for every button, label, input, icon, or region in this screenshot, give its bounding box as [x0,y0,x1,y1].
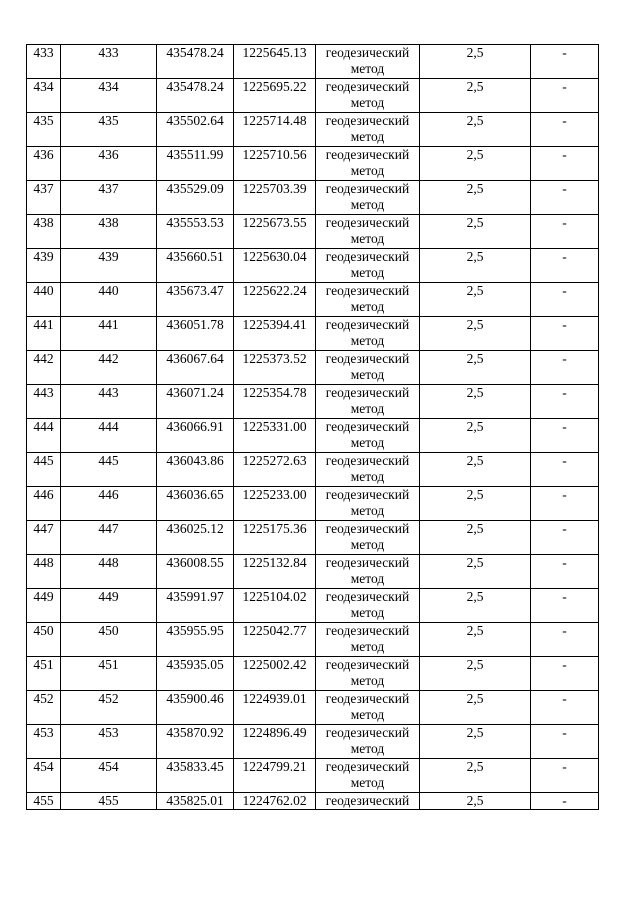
accuracy-cell: 2,5 [420,317,531,351]
y-coordinate-cell: 1225002.42 [234,657,316,691]
point-number-cell: 435 [27,113,61,147]
x-coordinate-cell: 435900.46 [157,691,234,725]
accuracy-cell: 2,5 [420,487,531,521]
point-number-2-cell: 438 [61,215,157,249]
note-cell: - [531,45,599,79]
point-number-cell: 438 [27,215,61,249]
accuracy-cell: 2,5 [420,453,531,487]
table-row [27,147,599,181]
point-number-cell: 449 [27,589,61,623]
accuracy-cell: 2,5 [420,555,531,589]
method-cell: геодезический метод [316,317,420,351]
x-coordinate-cell: 435502.64 [157,113,234,147]
table-row [27,453,599,487]
note-cell: - [531,317,599,351]
method-cell: геодезический метод [316,453,420,487]
table-row [27,249,599,283]
note-cell: - [531,181,599,215]
point-number-cell: 440 [27,283,61,317]
y-coordinate-cell: 1225714.48 [234,113,316,147]
note-cell: - [531,623,599,657]
x-coordinate-cell: 435478.24 [157,45,234,79]
method-cell: геодезический метод [316,113,420,147]
point-number-2-cell: 454 [61,759,157,793]
method-cell: геодезический [316,793,420,810]
point-number-cell: 445 [27,453,61,487]
method-cell: геодезический метод [316,385,420,419]
y-coordinate-cell: 1225645.13 [234,45,316,79]
point-number-2-cell: 439 [61,249,157,283]
y-coordinate-cell: 1225673.55 [234,215,316,249]
y-coordinate-cell: 1224896.49 [234,725,316,759]
method-cell: геодезический метод [316,555,420,589]
method-cell: геодезический метод [316,623,420,657]
accuracy-cell: 2,5 [420,419,531,453]
point-number-cell: 436 [27,147,61,181]
point-number-2-cell: 445 [61,453,157,487]
point-number-2-cell: 443 [61,385,157,419]
note-cell: - [531,215,599,249]
method-cell: геодезический метод [316,521,420,555]
method-cell: геодезический метод [316,249,420,283]
table-body [27,45,599,810]
method-cell: геодезический метод [316,419,420,453]
note-cell: - [531,691,599,725]
x-coordinate-cell: 435935.05 [157,657,234,691]
point-number-cell: 452 [27,691,61,725]
table-row [27,317,599,351]
point-number-cell: 433 [27,45,61,79]
accuracy-cell: 2,5 [420,521,531,555]
y-coordinate-cell: 1225132.84 [234,555,316,589]
point-number-2-cell: 436 [61,147,157,181]
accuracy-cell: 2,5 [420,181,531,215]
accuracy-cell: 2,5 [420,45,531,79]
note-cell: - [531,147,599,181]
table-row [27,725,599,759]
method-cell: геодезический метод [316,45,420,79]
accuracy-cell: 2,5 [420,215,531,249]
note-cell: - [531,249,599,283]
x-coordinate-cell: 435825.01 [157,793,234,810]
method-cell: геодезический метод [316,725,420,759]
point-number-2-cell: 446 [61,487,157,521]
method-cell: геодезический метод [316,181,420,215]
point-number-2-cell: 435 [61,113,157,147]
table-row [27,759,599,793]
note-cell: - [531,419,599,453]
table-row [27,555,599,589]
method-cell: геодезический метод [316,759,420,793]
table-row [27,793,599,810]
table-row [27,385,599,419]
point-number-2-cell: 441 [61,317,157,351]
point-number-2-cell: 433 [61,45,157,79]
table-row [27,181,599,215]
point-number-2-cell: 437 [61,181,157,215]
note-cell: - [531,79,599,113]
point-number-cell: 451 [27,657,61,691]
y-coordinate-cell: 1225233.00 [234,487,316,521]
table-row [27,487,599,521]
x-coordinate-cell: 435870.92 [157,725,234,759]
method-cell: геодезический метод [316,351,420,385]
accuracy-cell: 2,5 [420,249,531,283]
x-coordinate-cell: 435529.09 [157,181,234,215]
accuracy-cell: 2,5 [420,623,531,657]
x-coordinate-cell: 436051.78 [157,317,234,351]
point-number-cell: 439 [27,249,61,283]
coordinates-table [26,44,599,810]
point-number-cell: 454 [27,759,61,793]
x-coordinate-cell: 436067.64 [157,351,234,385]
y-coordinate-cell: 1225703.39 [234,181,316,215]
point-number-2-cell: 434 [61,79,157,113]
accuracy-cell: 2,5 [420,385,531,419]
note-cell: - [531,385,599,419]
note-cell: - [531,589,599,623]
method-cell: геодезический метод [316,283,420,317]
y-coordinate-cell: 1225710.56 [234,147,316,181]
point-number-cell: 444 [27,419,61,453]
x-coordinate-cell: 435553.53 [157,215,234,249]
x-coordinate-cell: 435511.99 [157,147,234,181]
point-number-cell: 453 [27,725,61,759]
x-coordinate-cell: 436036.65 [157,487,234,521]
y-coordinate-cell: 1225394.41 [234,317,316,351]
note-cell: - [531,283,599,317]
x-coordinate-cell: 436008.55 [157,555,234,589]
table-row [27,623,599,657]
note-cell: - [531,453,599,487]
table-row [27,283,599,317]
point-number-2-cell: 452 [61,691,157,725]
accuracy-cell: 2,5 [420,79,531,113]
y-coordinate-cell: 1225373.52 [234,351,316,385]
point-number-cell: 442 [27,351,61,385]
x-coordinate-cell: 435955.95 [157,623,234,657]
accuracy-cell: 2,5 [420,759,531,793]
table-row [27,419,599,453]
y-coordinate-cell: 1225042.77 [234,623,316,657]
accuracy-cell: 2,5 [420,351,531,385]
point-number-2-cell: 455 [61,793,157,810]
point-number-cell: 448 [27,555,61,589]
x-coordinate-cell: 436066.91 [157,419,234,453]
y-coordinate-cell: 1225331.00 [234,419,316,453]
y-coordinate-cell: 1225175.36 [234,521,316,555]
table-row [27,691,599,725]
table-row [27,215,599,249]
y-coordinate-cell: 1224762.02 [234,793,316,810]
x-coordinate-cell: 435660.51 [157,249,234,283]
note-cell: - [531,487,599,521]
method-cell: геодезический метод [316,657,420,691]
point-number-2-cell: 450 [61,623,157,657]
point-number-cell: 434 [27,79,61,113]
y-coordinate-cell: 1224799.21 [234,759,316,793]
method-cell: геодезический метод [316,691,420,725]
method-cell: геодезический метод [316,215,420,249]
table-row [27,521,599,555]
y-coordinate-cell: 1225622.24 [234,283,316,317]
table-row [27,45,599,79]
y-coordinate-cell: 1225272.63 [234,453,316,487]
x-coordinate-cell: 435833.45 [157,759,234,793]
table-row [27,113,599,147]
point-number-cell: 446 [27,487,61,521]
point-number-cell: 441 [27,317,61,351]
note-cell: - [531,657,599,691]
note-cell: - [531,113,599,147]
y-coordinate-cell: 1224939.01 [234,691,316,725]
point-number-cell: 447 [27,521,61,555]
method-cell: геодезический метод [316,79,420,113]
x-coordinate-cell: 436025.12 [157,521,234,555]
point-number-2-cell: 448 [61,555,157,589]
point-number-2-cell: 442 [61,351,157,385]
y-coordinate-cell: 1225354.78 [234,385,316,419]
x-coordinate-cell: 435478.24 [157,79,234,113]
y-coordinate-cell: 1225695.22 [234,79,316,113]
x-coordinate-cell: 435991.97 [157,589,234,623]
method-cell: геодезический метод [316,147,420,181]
note-cell: - [531,759,599,793]
note-cell: - [531,725,599,759]
accuracy-cell: 2,5 [420,283,531,317]
x-coordinate-cell: 435673.47 [157,283,234,317]
point-number-2-cell: 451 [61,657,157,691]
method-cell: геодезический метод [316,487,420,521]
x-coordinate-cell: 436071.24 [157,385,234,419]
table-row [27,79,599,113]
point-number-2-cell: 447 [61,521,157,555]
accuracy-cell: 2,5 [420,657,531,691]
table-row [27,589,599,623]
point-number-2-cell: 453 [61,725,157,759]
note-cell: - [531,793,599,810]
point-number-cell: 443 [27,385,61,419]
note-cell: - [531,555,599,589]
y-coordinate-cell: 1225630.04 [234,249,316,283]
point-number-2-cell: 440 [61,283,157,317]
point-number-2-cell: 449 [61,589,157,623]
method-cell: геодезический метод [316,589,420,623]
accuracy-cell: 2,5 [420,691,531,725]
accuracy-cell: 2,5 [420,793,531,810]
table-row [27,351,599,385]
accuracy-cell: 2,5 [420,725,531,759]
point-number-cell: 455 [27,793,61,810]
y-coordinate-cell: 1225104.02 [234,589,316,623]
table-row [27,657,599,691]
note-cell: - [531,521,599,555]
accuracy-cell: 2,5 [420,589,531,623]
point-number-2-cell: 444 [61,419,157,453]
accuracy-cell: 2,5 [420,147,531,181]
accuracy-cell: 2,5 [420,113,531,147]
x-coordinate-cell: 436043.86 [157,453,234,487]
point-number-cell: 450 [27,623,61,657]
note-cell: - [531,351,599,385]
point-number-cell: 437 [27,181,61,215]
